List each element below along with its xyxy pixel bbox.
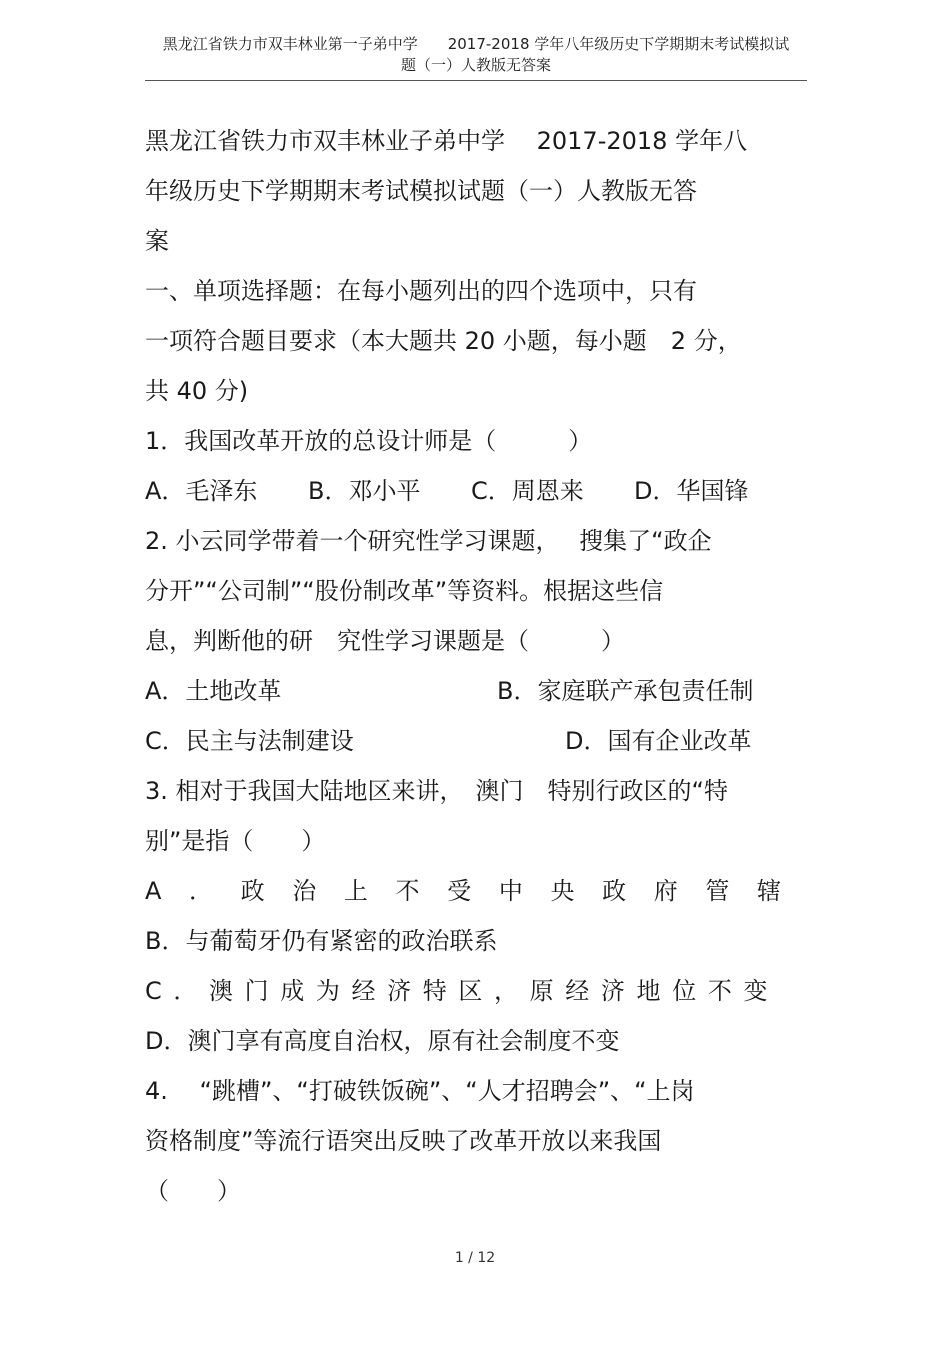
running-header [145, 34, 807, 76]
question-2-option-d: D．国有企业改革 [565, 727, 752, 755]
question-4-stem-line-3: （ ） [145, 1177, 241, 1205]
question-3-option-c: C ． 澳 门 成 为 经 济 特 区 ， 原 经 济 地 位 不 变 [145, 977, 768, 1005]
document-title-line-3: 案 [145, 227, 169, 255]
question-1-option-c: C．周恩来 [471, 477, 584, 505]
document-title-line-1: 黑龙江省铁力市双丰林业子弟中学 2017-2018 学年八 [145, 127, 748, 155]
question-3-option-a: A ． 政 治 上 不 受 中 央 政 府 管 辖 [145, 877, 781, 905]
question-2-stem-line-1: 2. 小云同学带着一个研究性学习课题， 搜集了“政企 [145, 527, 712, 555]
document-title-line-2: 年级历史下学期期末考试模拟试题（一）人教版无答 [145, 177, 697, 205]
question-4-stem-line-2: 资格制度”等流行语突出反映了改革开放以来我国 [145, 1127, 662, 1155]
question-2-stem-line-3: 息，判断他的研 究性学习课题是（ ） [145, 627, 625, 655]
question-2-option-b: B．家庭联产承包责任制 [497, 677, 754, 705]
question-2-option-a: A．土地改革 [145, 677, 282, 705]
running-header-line-2: 题（一）人教版无答案 [400, 56, 551, 74]
running-header-line-1: 黑龙江省铁力市双丰林业第一子弟中学 2017-2018 学年八年级历史下学期期末考试模拟试 [162, 35, 790, 53]
question-1-options [145, 469, 807, 519]
question-3-option-d: D．澳门享有高度自治权，原有社会制度不变 [145, 1027, 620, 1055]
question-2-options-row-2 [145, 719, 807, 769]
question-3-stem-line-1: 3. 相对于我国大陆地区来讲， 澳门 特别行政区的“特 [145, 777, 728, 805]
question-3-stem-line-2: 别”是指（ ） [145, 827, 326, 855]
question-1-option-d: D．华国锋 [634, 477, 749, 505]
question-2-options-row-1 [145, 669, 807, 719]
question-1-option-b: B．邓小平 [308, 477, 421, 505]
section-instruction-line-2: 一项符合题目要求（本大题共 20 小题，每小题 2 分， [145, 327, 742, 355]
section-instruction-line-3: 共 40 分) [145, 377, 249, 405]
question-1-option-a: A．毛泽东 [145, 477, 258, 505]
page-number: 1 / 12 [454, 1250, 496, 1266]
section-instruction-line-1: 一、单项选择题：在每小题列出的四个选项中，只有 [145, 277, 697, 305]
question-4-stem-line-1: 4. “跳槽”、“打破铁饭碗”、“人才招聘会”、“上岗 [145, 1077, 695, 1105]
question-2-option-c: C．民主与法制建设 [145, 727, 354, 755]
document-body [145, 119, 807, 1219]
question-2-stem-line-2: 分开”“公司制”“股份制改革”等资料。根据这些信 [145, 577, 664, 605]
header-divider [145, 80, 807, 81]
question-1-stem: 1．我国改革开放的总设计师是（ ） [145, 427, 593, 455]
question-3-option-b: B．与葡萄牙仍有紧密的政治联系 [145, 927, 498, 955]
